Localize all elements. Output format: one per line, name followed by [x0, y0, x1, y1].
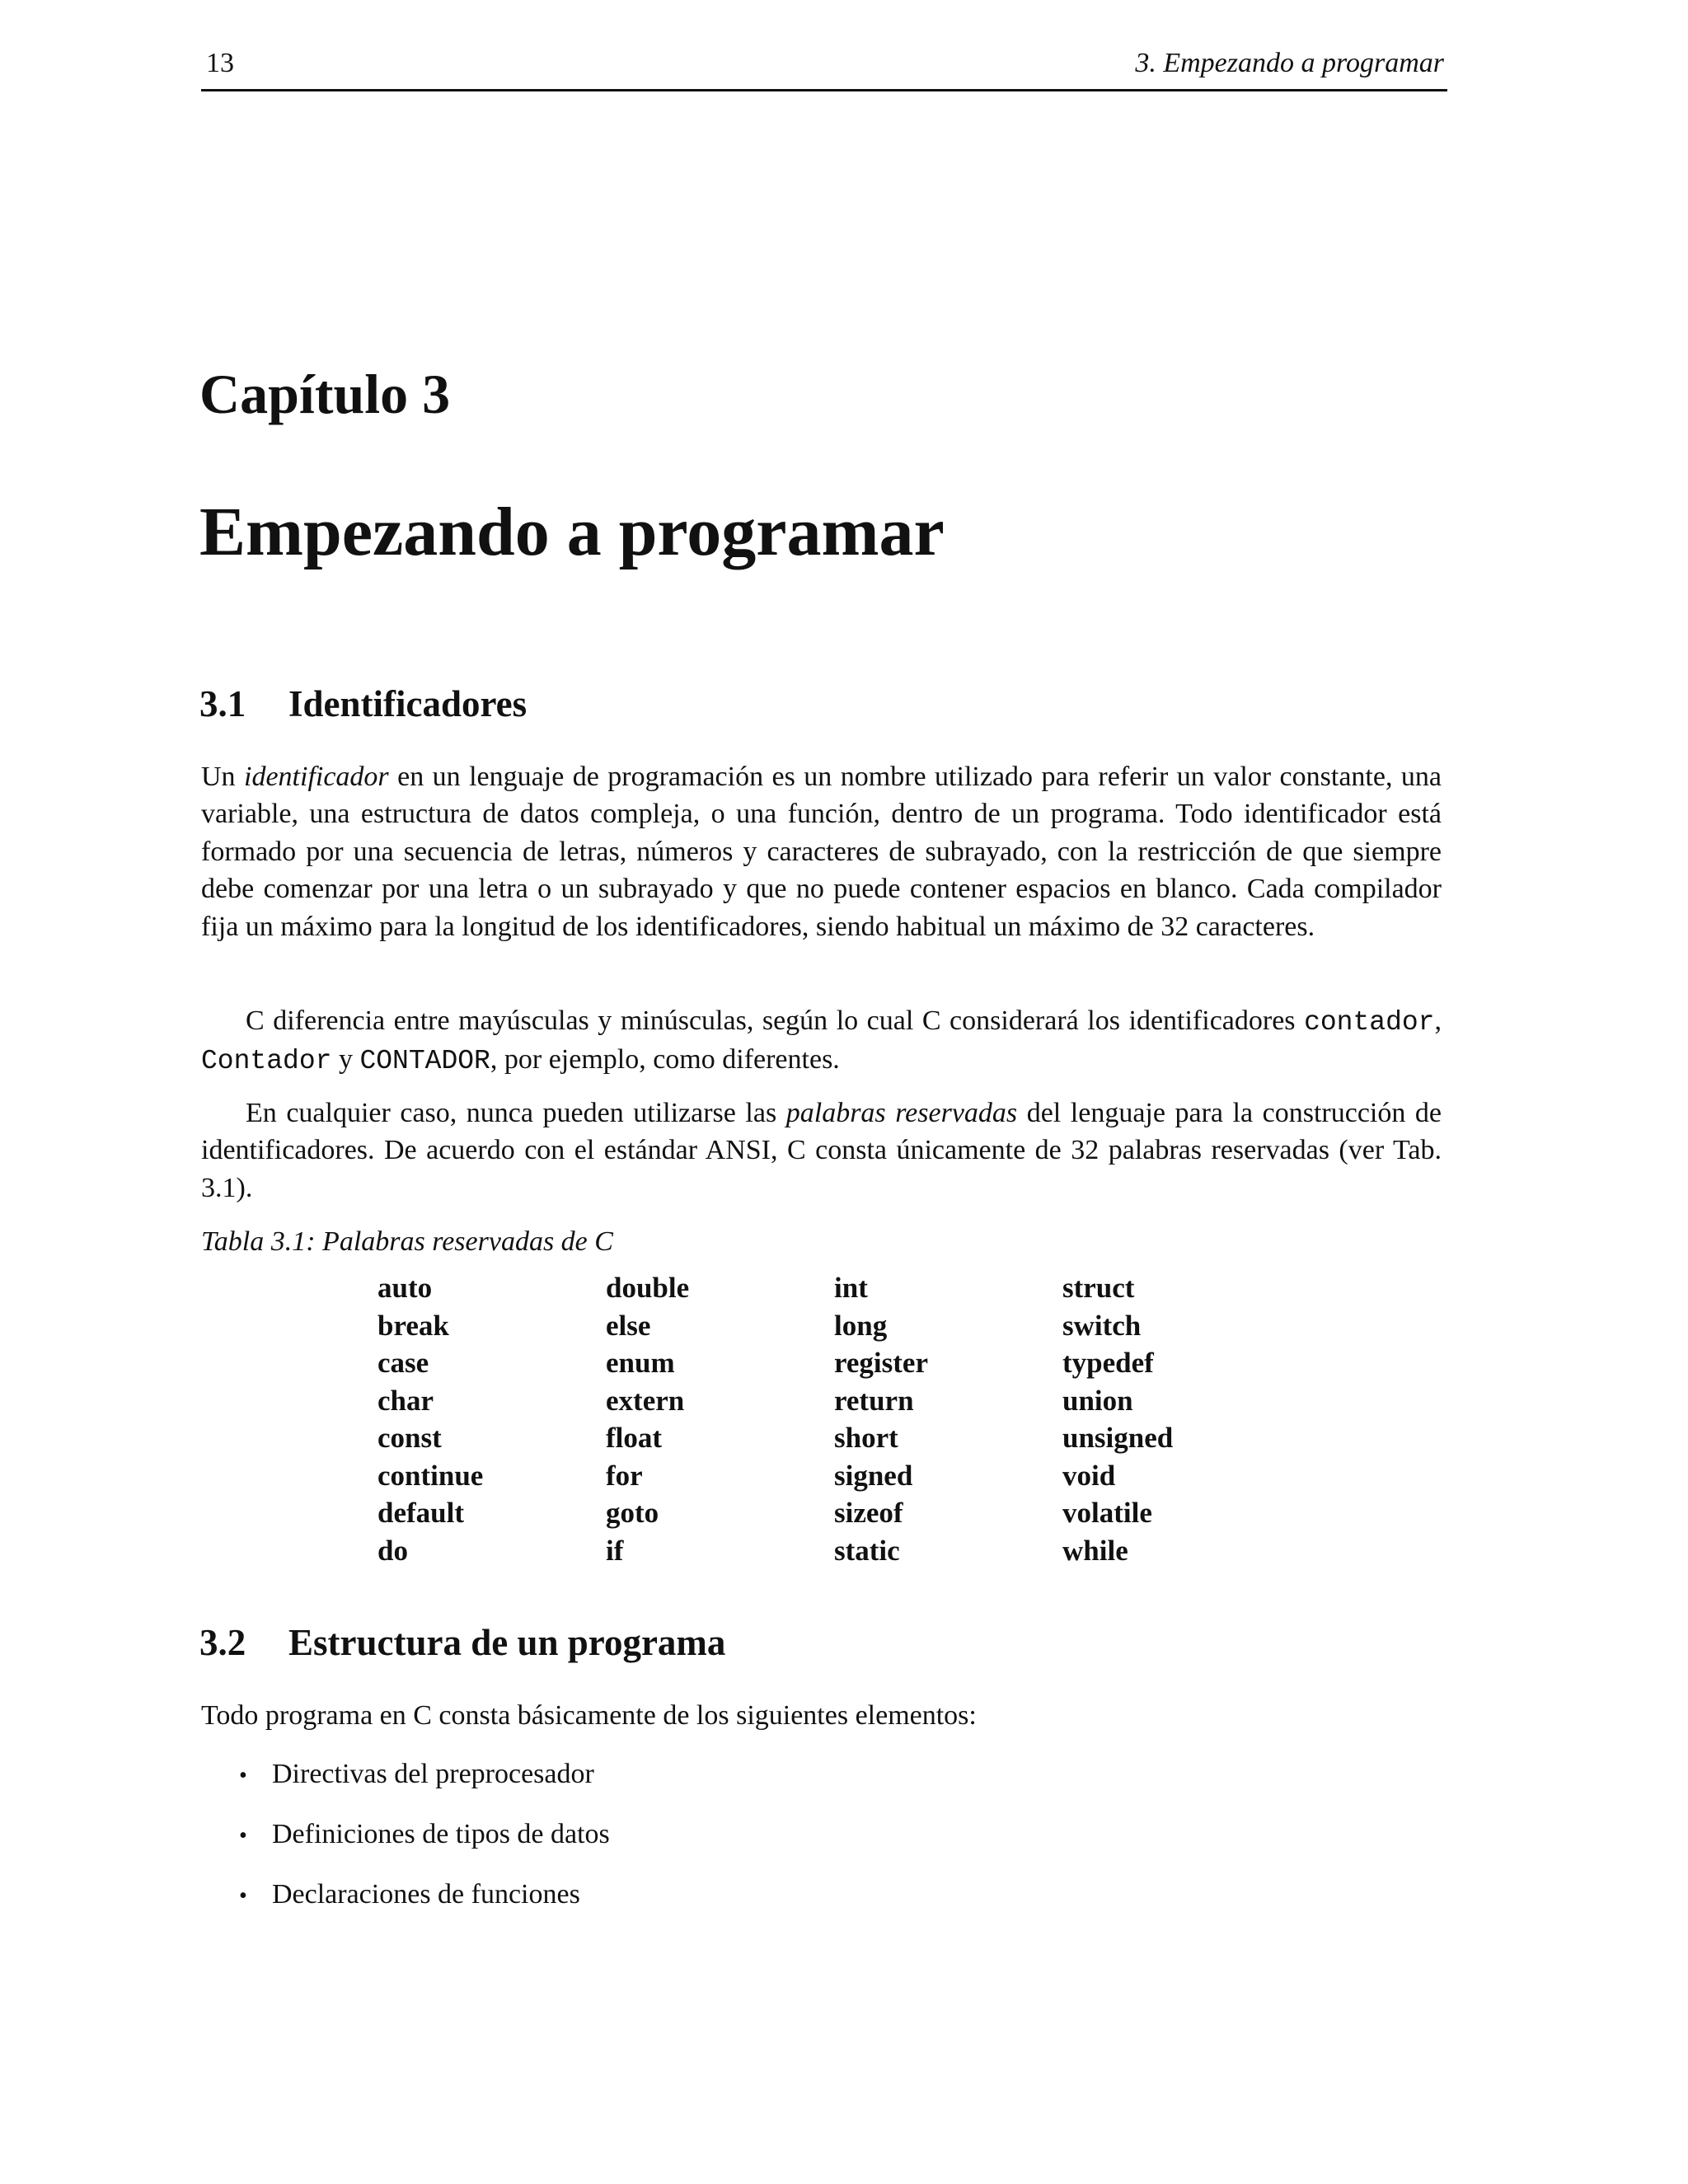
list-item: [239, 1755, 610, 1816]
reserved-word-cell: else: [606, 1309, 651, 1342]
text-run: en un lenguaje de programación es un nombre utilizado para referir un valor constante, una variable, una estructura de datos compleja, o una función, dentro de un programa. Todo identificador está formado por una secuencia de letras, números y caracteres de subrayado, con la restricción de que siempre debe comenzar por una letra o un subrayado y que no puede contener espacios en blanco. Cada compilador fija un máximo para la longitud de los identificadores, siendo habitual un máximo de 32 caracteres.: [201, 762, 1442, 942]
table-row: [377, 1457, 1291, 1495]
page-header: [201, 43, 1447, 91]
reserved-word-cell: default: [377, 1497, 464, 1529]
text-run: del lenguaje para la construcción de identificadores. De acuerdo con el estándar ANSI, C consta únicamente de 32 palabras reservadas (ver Tab. 3.1).: [201, 1098, 1442, 1203]
reserved-word-cell: enum: [606, 1347, 675, 1379]
reserved-word-cell: case: [377, 1347, 429, 1379]
bullet-icon: •: [239, 1823, 247, 1849]
reserved-word-cell: continue: [377, 1459, 484, 1492]
reserved-word-cell: int: [834, 1272, 868, 1304]
reserved-word-cell: union: [1062, 1384, 1133, 1417]
reserved-word-cell: struct: [1062, 1272, 1135, 1304]
paragraph-identificador-definition: [201, 758, 1442, 945]
page-number: 13: [206, 48, 234, 78]
paragraph-program-elements-intro: Todo programa en C consta básicamente de los siguientes elementos:: [201, 1700, 977, 1731]
reserved-word-cell: register: [834, 1347, 929, 1379]
reserved-word-cell: static: [834, 1534, 900, 1567]
program-elements-list: [239, 1755, 610, 1936]
chapter-label: Capítulo 3: [199, 363, 451, 425]
table-row: [377, 1344, 1291, 1382]
reserved-word-cell: sizeof: [834, 1497, 903, 1529]
reserved-word-cell: break: [377, 1309, 449, 1342]
reserved-word-cell: return: [834, 1384, 914, 1417]
running-head: 3. Empezando a programar: [1135, 48, 1444, 78]
reserved-word-cell: void: [1062, 1459, 1116, 1492]
table-row: [377, 1532, 1291, 1570]
list-item-text: Definiciones de tipos de datos: [272, 1819, 610, 1849]
emphasis-term: palabras reservadas: [785, 1098, 1018, 1128]
section-number: 3.1: [199, 683, 246, 724]
table-row: [377, 1382, 1291, 1420]
bullet-icon: •: [239, 1763, 247, 1788]
section-number: 3.2: [199, 1622, 246, 1663]
reserved-word-cell: char: [377, 1384, 434, 1417]
reserved-word-cell: for: [606, 1459, 643, 1492]
reserved-word-cell: short: [834, 1422, 898, 1454]
text-run: y: [331, 1044, 360, 1076]
reserved-word-cell: signed: [834, 1459, 913, 1492]
reserved-word-cell: switch: [1062, 1309, 1142, 1342]
chapter-title: Empezando a programar: [199, 494, 945, 570]
text-run: ,: [1434, 1005, 1442, 1036]
paragraph-case-sensitivity: [201, 1002, 1442, 1080]
reserved-word-cell: double: [606, 1272, 690, 1304]
list-item-text: Directivas del preprocesador: [272, 1759, 594, 1789]
section-title: Identificadores: [288, 683, 528, 724]
text-run: Un: [201, 762, 245, 792]
reserved-word-cell: const: [377, 1422, 442, 1454]
table-caption: Tabla 3.1: Palabras reservadas de C: [201, 1226, 613, 1257]
reserved-word-cell: while: [1062, 1534, 1128, 1567]
section-heading-estructura: [199, 1624, 725, 1661]
table-row: [377, 1307, 1291, 1345]
code-identifier: contador: [1304, 1007, 1435, 1038]
list-item: [239, 1876, 610, 1936]
reserved-word-cell: extern: [606, 1384, 685, 1417]
code-identifier: Contador: [201, 1046, 332, 1077]
reserved-word-cell: unsigned: [1062, 1422, 1174, 1454]
text-run: En cualquier caso, nunca pueden utilizarse las: [246, 1098, 786, 1128]
code-identifier: CONTADOR: [359, 1046, 490, 1077]
table-row: [377, 1269, 1291, 1307]
reserved-word-cell: typedef: [1062, 1347, 1154, 1379]
list-item: [239, 1816, 610, 1876]
text-run: C diferencia entre mayúsculas y minúsculas, según lo cual C considerará los identificadores: [246, 1005, 1305, 1036]
reserved-word-cell: goto: [606, 1497, 659, 1529]
section-title: Estructura de un programa: [288, 1622, 726, 1663]
emphasis-term: identificador: [244, 762, 389, 792]
reserved-word-cell: do: [377, 1534, 408, 1567]
list-item-text: Declaraciones de funciones: [272, 1879, 580, 1910]
reserved-word-cell: volatile: [1062, 1497, 1152, 1529]
reserved-word-cell: long: [834, 1309, 888, 1342]
table-row: [377, 1419, 1291, 1457]
reserved-word-cell: float: [606, 1422, 663, 1454]
reserved-word-cell: auto: [377, 1272, 433, 1304]
paragraph-reserved-words: [201, 1094, 1442, 1207]
reserved-words-table: [377, 1269, 1291, 1569]
text-run: , por ejemplo, como diferentes.: [490, 1044, 840, 1076]
reserved-word-cell: if: [606, 1534, 624, 1567]
section-heading-identificadores: [199, 683, 528, 724]
bullet-icon: •: [239, 1883, 247, 1909]
table-row: [377, 1494, 1291, 1532]
